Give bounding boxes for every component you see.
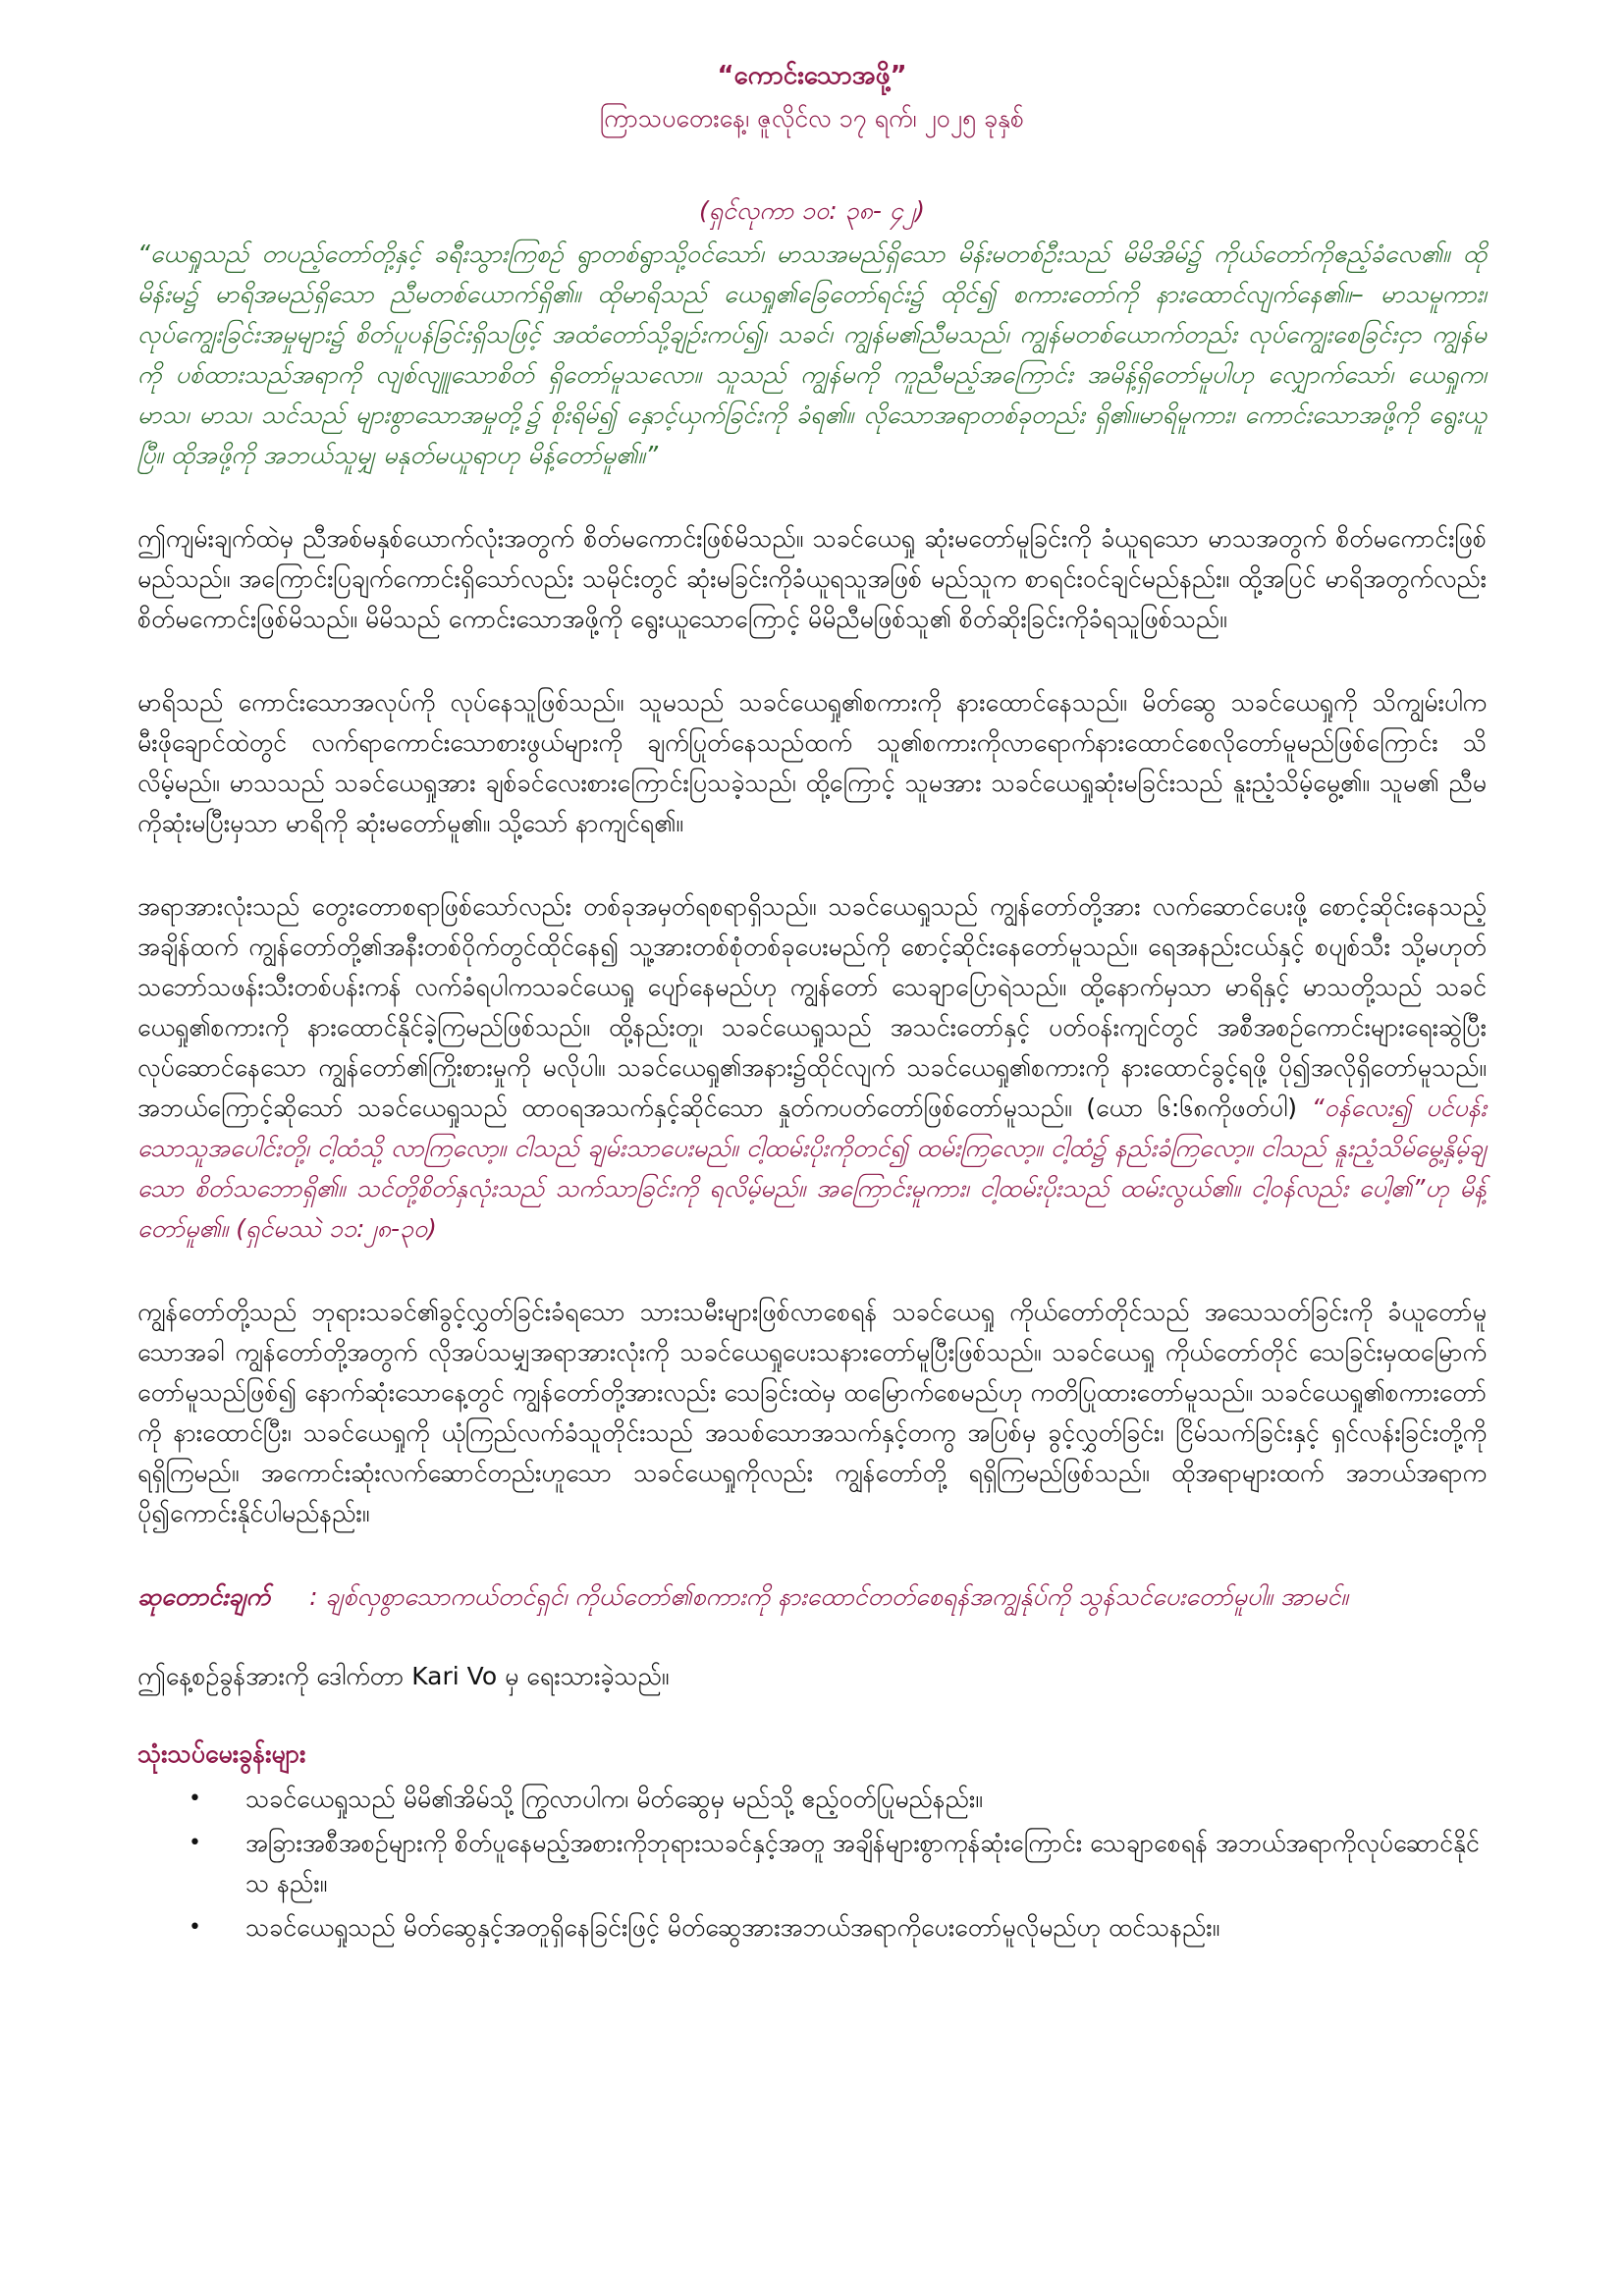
questions-heading: သုံးသပ်မေးခွန်းများ bbox=[137, 1739, 306, 1768]
prayer bbox=[137, 1576, 1487, 1617]
date-line: ကြာသပတေးနေ့၊ ဇူလိုင်လ ၁၇ ရက်၊ ၂၀၂၅ ခုနှစ် bbox=[599, 104, 1025, 133]
page-title: “ကောင်းသောအဖို့” bbox=[717, 61, 907, 90]
prayer-text: : ချစ်လှစွာသောကယ်တင်ရှင်၊ ကိုယ်တော်၏စကားကို နားထောင်တတ်စေရန်အကျွန်ုပ်ကို သွန်သင်ပေးတော်မူပါ။ အာမင်။ bbox=[309, 1582, 1349, 1611]
question-item: • သခင်ယေရှုသည် မိမိ၏အိမ်သို့ ကြွလာပါက၊ မိတ်ဆွေမှ မည်သို့ ဧည့်ဝတ်ပြုမည်နည်း။ bbox=[216, 1779, 1487, 1819]
scripture-passage: “ယေရှုသည် တပည့်တော်တို့နှင့် ခရီးသွားကြစဉ် ရွာတစ်ရွာသို့ဝင်သော်၊ မာသအမည်ရှိသော မိန်းမတစ်ဦးသည် မိမိအိမ်၌ ကိုယ်တော်ကိုဧည့်ခံလေ၏။ ထိုမိန်းမ၌ မာရိအမည်ရှိသော ညီမတစ်ယောက်ရှိ၏။ ထိုမာရိသည် ယေရှု၏ခြေတော်ရင်း၌ ထိုင်၍ စကားတော်ကို နားထောင်လျက်နေ၏။– မာသမူကား၊ လုပ်ကျွေးခြင်းအမှုများ၌ စိတ်ပူပန်ခြင်းရှိသဖြင့် အထံတော်သို့ချဉ်းကပ်၍၊ သခင်၊ ကျွန်မ၏ညီမသည်၊ ကျွန်မတစ်ယောက်တည်း လုပ်ကျွေးစေခြင်းငှာ ကျွန်မကို ပစ်ထားသည်အရာကို လျစ်လျူသောစိတ် ရှိတော်မူသလော။ သူသည် ကျွန်မကို ကူညီမည့်အကြောင်း အမိန့်ရှိတော်မူပါဟု လျှောက်သော်၊ ယေရှုက၊ မာသ၊ မာသ၊ သင်သည် များစွာသောအမှုတို့၌ စိုးရိမ်၍ နှောင့်ယှက်ခြင်းကို ခံရ၏။ လိုသောအရာတစ်ခုတည်း ရှိ၏။မာရိမူကား၊ ကောင်းသောအဖို့ကို ရွေးယူပြီ။ ထိုအဖို့ကို အဘယ်သူမျှ မနုတ်မယူရာဟု မိန့်တော်မူ၏။” bbox=[137, 240, 1487, 469]
author-line: ဤနေ့စဉ်ခွန်အားကို ဒေါက်တာ Kari Vo မှ ရေးသားခဲ့သည်။ bbox=[137, 1662, 670, 1690]
body-paragraph-2: မာရိသည် ကောင်းသောအလုပ်ကို လုပ်နေသူဖြစ်သည်။ သူမသည် သခင်ယေရှု၏စကားကို နားထောင်နေသည်။ မိတ်ဆွေ သခင်ယေရှုကို သိကျွမ်းပါက မီးဖိုချောင်ထဲတွင် လက်ရာကောင်းသောစားဖွယ်များကို ချက်ပြုတ်နေသည်ထက် သူ၏စကားကိုလာရောက်နားထောင်စေလိုတော်မူမည်ဖြစ်ကြောင်း သိလိမ့်မည်။ မာသသည် သခင်ယေရှုအား ချစ်ခင်လေးစားကြောင်းပြသခဲ့သည်၊ ထို့ကြောင့် သူမအား သခင်ယေရှုဆုံးမခြင်းသည် နူးညံ့သိမ့်မွေ့၏။ သူမ၏ ညီမကိုဆုံးမပြီးမှသာ မာရိကို ဆုံးမတော်မူ၏။ သို့သော် နာကျင်ရ၏။ bbox=[137, 688, 1487, 837]
quoted-scripture: “ဝန်လေး၍ ပင်ပန်းသောသူအပေါင်းတို့၊ ငါ့ထံသို့ လာကြလော့။ ငါသည် ချမ်းသာပေးမည်။ ငါ့ထမ်းပိုးကိုတင်၍ ထမ်းကြလော့။ ငါ့ထံ၌ နည်းခံကြလော့။ ငါသည် နူးညံ့သိမ်မွေ့နှိမ့်ချသော စိတ်သဘောရှိ၏။ သင်တို့စိတ်နှလုံးသည် သက်သာခြင်းကို ရလိမ့်မည်။ အကြောင်းမူကား၊ ငါ့ထမ်းပိုးသည် ထမ်းလွယ်၏။ ငါ့ဝန်လည်း ပေါ့၏”ဟု မိန့်တော်မူ၏။ (ရှင်မဿဲ ၁၁:၂၈-၃၀) bbox=[137, 1094, 1488, 1243]
body-paragraph-1: ဤကျမ်းချက်ထဲမှ ညီအစ်မနှစ်ယောက်လုံးအတွက် စိတ်မကောင်းဖြစ်မိသည်။ သခင်ယေရှု ဆုံးမတော်မူခြင်းကို ခံယူရသော မာသအတွက် စိတ်မကောင်းဖြစ်မည်သည်။ အကြောင်းပြချက်ကောင်းရှိသော်လည်း သမိုင်းတွင် ဆုံးမခြင်းကိုခံယူရသူအဖြစ် မည်သူက စာရင်းဝင်ချင်မည်နည်း။ ထို့အပြင် မာရိအတွက်လည်း စိတ်မကောင်းဖြစ်မိသည်။ မိမိသည် ကောင်းသောအဖို့ကို ရွေးယူသောကြောင့် မိမိညီမဖြစ်သူ၏ စိတ်ဆိုးခြင်းကိုခံရသူဖြစ်သည်။ bbox=[137, 524, 1487, 633]
question-item: • သခင်ယေရှုသည် မိတ်ဆွေနှင့်အတူရှိနေခြင်းဖြင့် မိတ်ဆွေအားအဘယ်အရာကိုပေးတော်မူလိုမည်ဟု ထင်သနည်း။ bbox=[216, 1907, 1487, 1948]
questions-list bbox=[137, 1779, 1487, 1948]
body-paragraph-3-text: အရာအားလုံးသည် တွေးတောစရာဖြစ်သော်လည်း တစ်ခုအမှတ်ရစရာရှိသည်။ သခင်ယေရှုသည် ကျွန်တော်တို့အား လက်ဆောင်ပေးဖို့ စောင့်ဆိုင်းနေသည့်အချိန်ထက် ကျွန်တော်တို့၏အနီးတစ်ဝိုက်တွင်ထိုင်နေ၍ သူ့အားတစ်စုံတစ်ခုပေးမည်ကို စောင့်ဆိုင်းနေတော်မူသည်။ ရေအနည်းငယ်နှင့် စပျစ်သီး သို့မဟုတ် သဘော်သဖန်းသီးတစ်ပန်းကန် လက်ခံရပါကသခင်ယေရှု ပျော်နေမည်ဟု ကျွန်တော် သေချာပြောရဲသည်။ ထို့နောက်မှသာ မာရိနှင့် မာသတို့သည် သခင်ယေရှု၏စကားကို နားထောင်နိုင်ခဲ့ကြမည်ဖြစ်သည်။ ထို့နည်းတူ၊ သခင်ယေရှုသည် အသင်းတော်နှင့် ပတ်ဝန်းကျင်တွင် အစီအစဉ်ကောင်းများရေးဆွဲပြီး လုပ်ဆောင်နေသော ကျွန်တော်၏ကြိုးစားမှုကို မလိုပါ။ သခင်ယေရှု၏အနား၌ထိုင်လျက် သခင်ယေရှု၏စကားကို နားထောင်ခွင့်ရဖို့ ပို၍အလိုရှိတော်မူသည်။ အဘယ်ကြောင့်ဆိုသော် သခင်ယေရှုသည် ထာဝရအသက်နှင့်ဆိုင်သော နှုတ်ကပတ်တော်ဖြစ်တော်မူသည်။ (ယော ၆:၆၈ကိုဖတ်ပါ) bbox=[137, 892, 1487, 1122]
body-paragraph-4: ကျွန်တော်တို့သည် ဘုရားသခင်၏ခွင့်လွှတ်ခြင်းခံရသော သားသမီးများဖြစ်လာစေရန် သခင်ယေရှု ကိုယ်တော်တိုင်သည် အသေသတ်ခြင်းကို ခံယူတော်မူသောအခါ ကျွန်တော်တို့အတွက် လိုအပ်သမျှအရာအားလုံးကို သခင်ယေရှုပေးသနားတော်မူပြီးဖြစ်သည်။ သခင်ယေရှု ကိုယ်တော်တိုင် သေခြင်းမှထမြောက်တော်မူသည်ဖြစ်၍ နောက်ဆုံးသောနေ့တွင် ကျွန်တော်တို့အားလည်း သေခြင်းထဲမှ ထမြောက်စေမည်ဟု ကတိပြုထားတော်မူသည်။ သခင်ယေရှု၏စကားတော်ကို နားထောင်ပြီး၊ သခင်ယေရှုကို ယုံကြည်လက်ခံသူတိုင်းသည် အသစ်သောအသက်နှင့်တကွ အပြစ်မှ ခွင့်လွှတ်ခြင်း၊ ငြိမ်သက်ခြင်းနှင့် ရှင်လန်းခြင်းတို့ကို ရရှိကြမည်။ အကောင်းဆုံးလက်ဆောင်တည်းဟူသော သခင်ယေရှုကိုလည်း ကျွန်တော်တို့ ရရှိကြမည်ဖြစ်သည်။ ထိုအရာများထက် အဘယ်အရာက ပို၍ကောင်းနိုင်ပါမည်နည်း။ bbox=[137, 1298, 1487, 1527]
question-item: • အခြားအစီအစဉ်များကို စိတ်ပူနေမည့်အစားကိုဘုရားသခင်နှင့်အတူ အချိန်များစွာကုန်ဆုံးကြောင်း သေချာစေရန် အဘယ်အရာကိုလုပ်ဆောင်နိုင်သ နည်း။ bbox=[216, 1823, 1487, 1903]
prayer-label: ဆုတောင်းချက် bbox=[137, 1582, 271, 1611]
scripture-reference: (ရှင်လုကာ ၁၀: ၃၈- ၄၂) bbox=[698, 196, 925, 225]
body-paragraph-3 bbox=[137, 886, 1487, 1249]
